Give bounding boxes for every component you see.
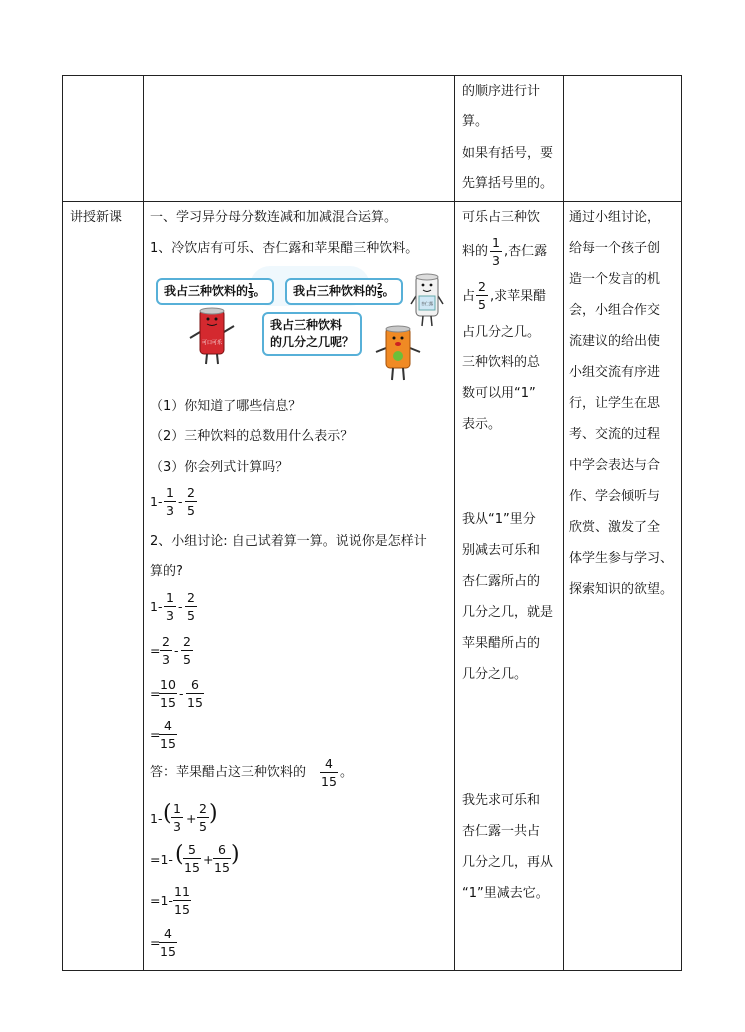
close-paren: ) (231, 842, 240, 867)
student-response-line: 我从“1”里分 (462, 512, 536, 527)
fraction: 4 15 (160, 926, 176, 959)
col3-top-line: 算。 (462, 114, 489, 129)
student-response-line: “1”里减去它。 (462, 886, 549, 901)
student-response-line: 占几分之几。 (462, 325, 541, 340)
table-bottom-border (62, 970, 682, 971)
math-text: =1- (150, 893, 173, 908)
math-text: + (186, 811, 197, 826)
col-border-4 (681, 75, 682, 971)
response-text: ,求苹果醋 (490, 289, 547, 304)
design-intent-line: 给每一个孩子创 (569, 241, 661, 256)
section-heading: 一、学习异分母分数连减和加减混合运算。 (150, 210, 398, 225)
design-intent-line: 作、学会倾听与 (569, 489, 661, 504)
math-text: = (150, 643, 161, 658)
math-text: - (174, 643, 179, 658)
student-response-line: 三种饮料的总 (462, 355, 541, 370)
discussion-prompt: 2、小组讨论: 自己试着算一算。说说你是怎样计 (150, 534, 427, 549)
cola-can-label: 可口可乐 (201, 340, 223, 346)
design-intent-line: 探索知识的欲望。 (569, 582, 674, 597)
response-text: 占 (462, 289, 476, 304)
close-paren: ) (209, 801, 218, 826)
col-border-0 (62, 75, 63, 971)
math-text: - (179, 686, 184, 701)
student-response-line: 表示。 (462, 417, 502, 432)
fraction: 6 15 (214, 842, 230, 875)
student-response-line: 杏仁露一共占 (462, 824, 541, 839)
math-text: - (178, 494, 183, 509)
math-text: = (150, 686, 161, 701)
fraction: 4 15 (321, 756, 337, 789)
vinegar-can-icon (372, 322, 424, 384)
fraction: 1 3 (164, 485, 176, 518)
student-response-line: 我先求可乐和 (462, 793, 541, 808)
fraction: 2 3 (160, 634, 172, 667)
design-intent-line: 体学生参与学习、 (569, 551, 674, 566)
student-response-line: 几分之几。 (462, 667, 528, 682)
fraction: 1 3 (171, 801, 183, 834)
section-label: 讲授新课 (70, 210, 123, 225)
col-border-3 (563, 75, 564, 971)
student-response-line: 杏仁露所占的 (462, 574, 541, 589)
drinks-illustration (150, 266, 450, 384)
fraction: 10 15 (160, 677, 176, 710)
design-intent-line: 会，小组合作交 (569, 303, 661, 318)
design-intent-line: 通过小组讨论， (569, 210, 661, 225)
math-text: 1- (150, 494, 163, 509)
design-intent-line: 行，让学生在思 (569, 396, 661, 411)
almond-milk-can-label: 杏仁露 (421, 301, 433, 306)
col3-top-line: 如果有括号，要 (462, 146, 554, 161)
col3-top-line: 的顺序进行计 (462, 84, 541, 99)
student-response-line: 苹果醋所占的 (462, 636, 541, 651)
student-response-line: 几分之几，再从 (462, 855, 554, 870)
student-response-line: 几分之几，就是 (462, 605, 554, 620)
speech-bubble-cola: 我占三种饮料的 $\frac{1}{3}$ 。 (156, 278, 274, 305)
problem-intro: 1、冷饮店有可乐、杏仁露和苹果醋三种饮料。 (150, 241, 419, 256)
discussion-prompt: 算的? (150, 564, 183, 579)
math-text: 1- (150, 599, 163, 614)
table-top-border (62, 75, 682, 76)
student-response-line: 可乐占三种饮 (462, 210, 541, 225)
math-text: 1- (150, 811, 163, 826)
answer-text: 答：苹果醋占这三种饮料的 (150, 765, 307, 780)
design-intent-line: 造一个发言的机 (569, 272, 661, 287)
design-intent-line: 考、交流的过程 (569, 427, 661, 442)
fraction: 1 3 (490, 235, 502, 268)
math-text: + (203, 852, 214, 867)
student-response-line: 数可以用“1” (462, 386, 536, 401)
math-text: =1- (150, 852, 173, 867)
fraction: 2 5 (197, 801, 209, 834)
question-1: （1）你知道了哪些信息？ (150, 399, 302, 414)
student-response-line: 别减去可乐和 (462, 543, 541, 558)
fraction: 2 5 (185, 485, 197, 518)
col3-top-line: 先算括号里的。 (462, 176, 554, 191)
math-text: = (150, 727, 161, 742)
question-2: （2）三种饮料的总数用什么表示？ (150, 429, 354, 444)
fraction: 2 5 (185, 590, 197, 623)
open-paren: ( (175, 842, 184, 867)
fraction: 5 15 (184, 842, 200, 875)
row-divider (62, 201, 682, 202)
question-3: （3）你会列式计算吗？ (150, 460, 289, 475)
fraction: 4 15 (160, 718, 176, 751)
math-text: = (150, 935, 161, 950)
speech-bubble-vinegar: 我占三种饮料 的几分之几呢？ (262, 312, 362, 356)
speech-bubble-almond: 我占三种饮料的 $\frac{2}{5}$ 。 (285, 278, 403, 305)
design-intent-line: 欣赏、激发了全 (569, 520, 661, 535)
fraction: 2 5 (476, 279, 488, 312)
design-intent-line: 中学会表达与合 (569, 458, 661, 473)
fraction: 6 15 (187, 677, 203, 710)
answer-end: 。 (340, 765, 354, 780)
math-text: - (178, 599, 183, 614)
fraction: 2 5 (181, 634, 193, 667)
cola-can-icon (186, 306, 238, 368)
open-paren: ( (163, 801, 172, 826)
fraction: 1 3 (164, 590, 176, 623)
col-border-2 (454, 75, 455, 971)
fraction: 11 15 (174, 884, 190, 917)
response-text: 料的 (462, 244, 489, 259)
response-text: ,杏仁露 (504, 244, 548, 259)
design-intent-line: 小组交流有序进 (569, 365, 661, 380)
col-border-1 (143, 75, 144, 971)
design-intent-line: 流建议的给出使 (569, 334, 661, 349)
